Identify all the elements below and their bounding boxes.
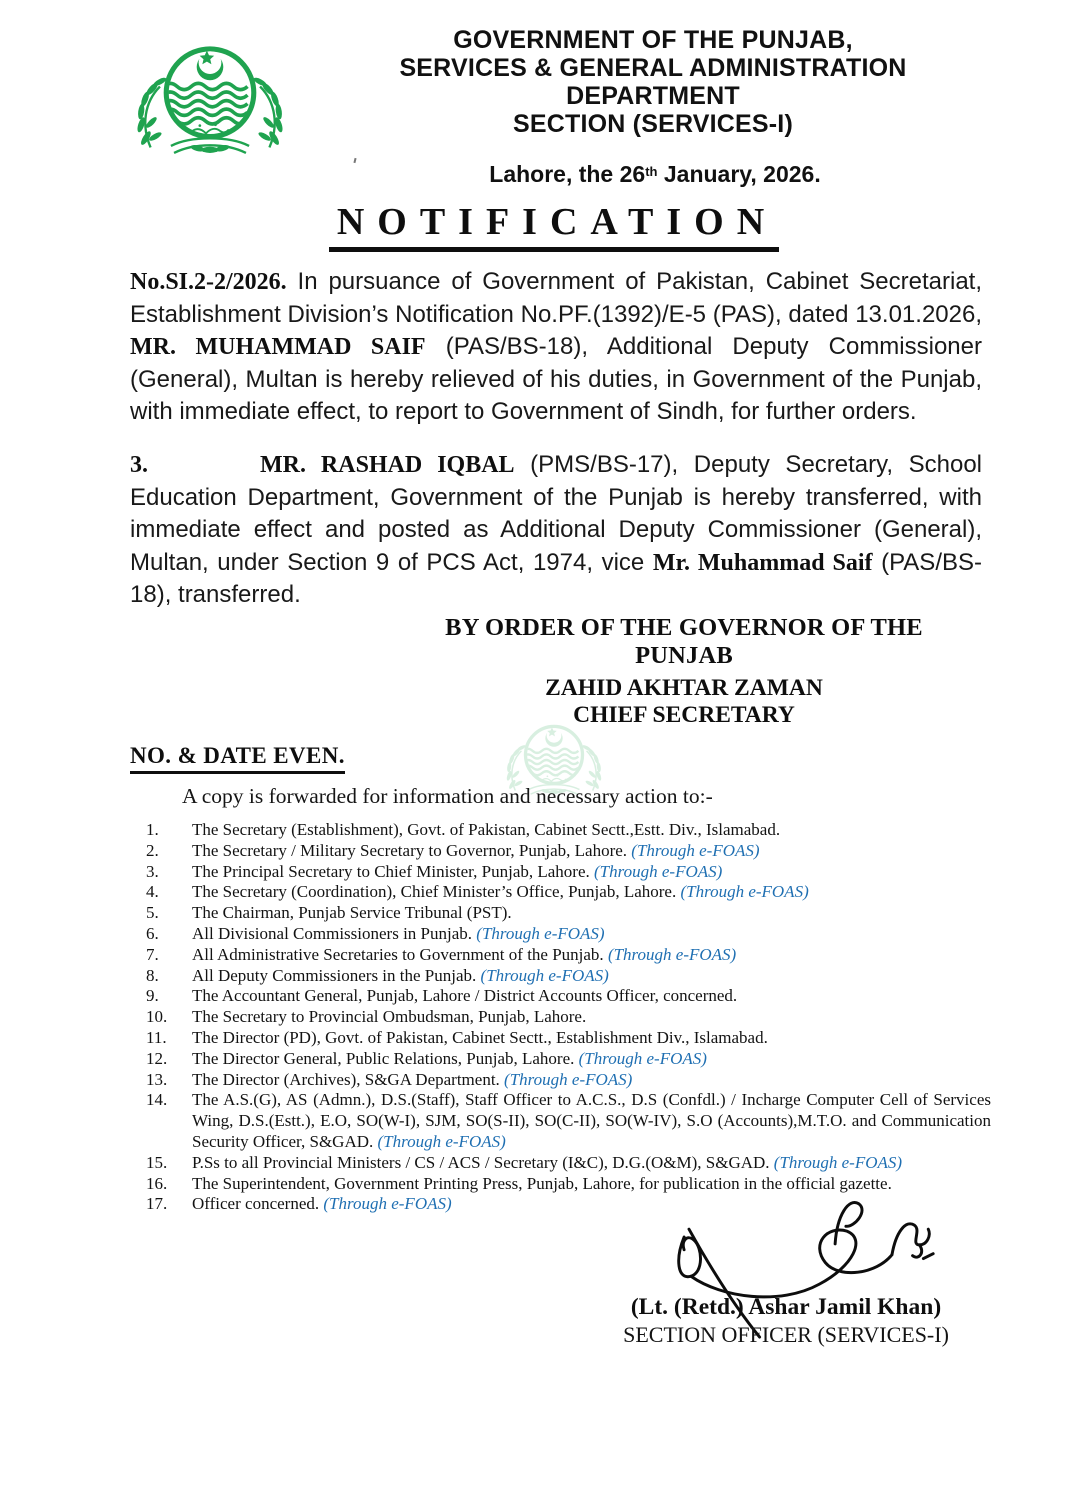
list-item-body: The Secretary to Provincial Ombudsman, Punjab, Lahore.	[192, 1007, 587, 1027]
list-item	[146, 903, 991, 924]
list-item-body: All Divisional Commissioners in Punjab.	[192, 923, 477, 943]
list-item-text	[192, 966, 991, 987]
signature-name: (Lt. (Retd.) Ashar Jamil Khan)	[630, 1294, 942, 1320]
list-item-text	[192, 903, 991, 924]
list-item	[146, 945, 991, 966]
list-item-number: 4.	[146, 882, 159, 902]
efoas-note: (Through e-FOAS)	[631, 840, 760, 860]
date-line	[300, 161, 1010, 188]
list-item	[146, 1153, 991, 1174]
list-item	[146, 862, 991, 883]
punjab-emblem-logo	[124, 30, 296, 168]
efoas-note: (Through e-FOAS)	[480, 965, 609, 985]
by-order-line: BY ORDER OF THE GOVERNOR OF THE PUNJAB	[445, 614, 923, 669]
signatory-title: CHIEF SECRETARY	[573, 702, 795, 728]
list-item	[146, 1090, 991, 1152]
list-item-number: 17.	[146, 1194, 168, 1214]
efoas-note: (Through e-FOAS)	[323, 1194, 452, 1214]
list-item-number: 6.	[146, 923, 159, 943]
officer-name: MR. RASHAD IQBAL	[260, 452, 515, 478]
efoas-note: (Through e-FOAS)	[578, 1048, 707, 1068]
list-item-number: 15.	[146, 1152, 168, 1172]
paragraph-text: (PAS/BS-18), Additional Deputy Commissioner (General), Multan is hereby relieved of his duties, in Government of the Punjab, with immediate effect, to report to Government of Sindh, for further orders.	[130, 333, 982, 426]
list-item-text	[192, 841, 991, 862]
paragraph-text: In pursuance of Government of Pakistan, Cabinet Secretariat, Establishment Division’s Notification No.PF.(1392)/E-5 (PAS), dated 13.01.2026,	[130, 268, 982, 328]
list-item-number: 16.	[146, 1173, 168, 1193]
list-item-body: The Superintendent, Government Printing Press, Punjab, Lahore, for publication in the official gazette.	[192, 1173, 892, 1193]
list-item-text	[192, 924, 991, 945]
list-item	[146, 1028, 991, 1049]
list-item-text	[192, 1070, 991, 1091]
list-item-text	[192, 862, 991, 883]
date-text: Lahore, the 26	[489, 161, 646, 187]
list-item-body: The Director (Archives), S&GA Department.	[192, 1069, 505, 1089]
list-item-body: The Accountant General, Punjab, Lahore / District Accounts Officer, concerned.	[192, 986, 738, 1006]
list-item-text	[192, 1194, 991, 1215]
date-ordinal: th	[645, 164, 658, 179]
letterhead-line: DEPARTMENT	[566, 82, 740, 110]
list-item-body: The Chairman, Punjab Service Tribunal (PST).	[192, 903, 512, 923]
list-item-body: P.Ss to all Provincial Ministers / CS / ACS / Secretary (I&C), D.G.(O&M), S&GAD.	[192, 1152, 774, 1172]
distribution-list	[146, 820, 991, 1215]
letterhead	[298, 26, 1008, 138]
list-item-text	[192, 1049, 991, 1070]
list-item	[146, 1007, 991, 1028]
list-item-number: 10.	[146, 1007, 168, 1027]
efoas-note: (Through e-FOAS)	[594, 861, 723, 881]
list-item-text	[192, 1174, 991, 1195]
list-item	[146, 1049, 991, 1070]
list-item	[146, 1070, 991, 1091]
list-item-number: 13.	[146, 1069, 168, 1089]
list-item	[146, 966, 991, 987]
list-item	[146, 924, 991, 945]
list-item-number: 1.	[146, 820, 159, 839]
list-item-body: The Director General, Public Relations, Punjab, Lahore.	[192, 1048, 579, 1068]
document-title-wrap	[14, 200, 1080, 252]
list-item	[146, 820, 991, 841]
letterhead-line: SERVICES & GENERAL ADMINISTRATION	[399, 54, 907, 82]
signatory-block	[404, 675, 964, 729]
list-item-body: The Secretary / Military Secretary to Governor, Punjab, Lahore.	[192, 840, 632, 860]
list-item-text	[192, 820, 991, 841]
paragraph-number: 3.	[130, 452, 148, 478]
list-item	[146, 1194, 991, 1215]
date-text-suffix: January, 2026.	[657, 161, 821, 187]
officer-name: MR. MUHAMMAD SAIF	[130, 334, 426, 361]
list-item-number: 12.	[146, 1048, 168, 1068]
list-item	[146, 1174, 991, 1195]
letterhead-line: GOVERNMENT OF THE PUNJAB,	[453, 26, 853, 54]
list-item-text	[192, 1007, 991, 1028]
list-item	[146, 986, 991, 1007]
list-item-text	[192, 1028, 991, 1049]
list-item-body: All Deputy Commissioners in the Punjab.	[192, 965, 481, 985]
list-item-text	[192, 986, 991, 1007]
list-item-number: 7.	[146, 944, 159, 964]
signature-title: SECTION OFFICER (SERVICES-I)	[623, 1322, 949, 1347]
list-item	[146, 882, 991, 903]
paragraph-text: (PAS/BS-18), transferred.	[130, 548, 982, 609]
list-item-number: 9.	[146, 986, 159, 1006]
list-item-body: The Secretary (Coordination), Chief Minister’s Office, Punjab, Lahore.	[192, 882, 681, 902]
efoas-note: (Through e-FOAS)	[773, 1152, 903, 1172]
reference-heading: NO. & DATE EVEN.	[130, 743, 345, 774]
signatory-name: ZAHID AKHTAR ZAMAN	[545, 675, 823, 701]
paragraph-text: (PMS/BS-17), Deputy Secretary, School Education Department, Government of the Punjab is hereby transferred, with immediate effect and posted as Additional Deputy Commissioner (General), Multan, under Section 9 of PCS Act, 1974, vice	[130, 451, 983, 576]
efoas-note: (Through e-FOAS)	[680, 882, 809, 902]
list-item-number: 14.	[146, 1090, 168, 1110]
list-item-number: 11.	[146, 1027, 167, 1047]
efoas-note: (Through e-FOAS)	[504, 1069, 633, 1089]
document-title: NOTIFICATION	[329, 200, 779, 252]
list-item-body: Officer concerned.	[192, 1194, 324, 1214]
list-item-text	[192, 1153, 991, 1174]
list-item-text	[192, 1090, 991, 1152]
list-item-text	[192, 945, 991, 966]
efoas-note: (Through e-FOAS)	[476, 923, 605, 943]
list-item-text	[192, 882, 991, 903]
list-item-body: All Administrative Secretaries to Government of the Punjab.	[192, 944, 608, 964]
list-item-body: The A.S.(G), AS (Admn.), D.S.(Staff), Staff Officer to A.C.S., D.S (Confdl.) / Incharge Computer Cell of Services Wing, D.S.(Estt.), E.O, SO(W-I), SJM, SO(S-II), SO(C-II), SO(W-IV), S.O (Accounts),M.T.O. and Communication Security Officer, S&GAD.	[192, 1090, 991, 1151]
paragraph-1	[130, 266, 982, 429]
officer-name: Mr. Muhammad Saif	[652, 549, 873, 576]
copy-forwarded-line: A copy is forwarded for information and necessary action to:-	[182, 784, 713, 808]
list-item-number: 3.	[146, 861, 159, 881]
letterhead-line: SECTION (SERVICES-I)	[513, 110, 793, 138]
list-item-body: The Secretary (Establishment), Govt. of Pakistan, Cabinet Sectt.,Estt. Div., Islamabad.	[192, 820, 781, 839]
list-item-body: The Director (PD), Govt. of Pakistan, Cabinet Sectt., Establishment Div., Islamabad.	[192, 1027, 768, 1047]
paragraph-3	[130, 449, 982, 612]
list-item-number: 5.	[146, 903, 159, 923]
efoas-note: (Through e-FOAS)	[377, 1131, 506, 1151]
list-item-body: The Principal Secretary to Chief Minister, Punjab, Lahore.	[192, 861, 595, 881]
list-item-number: 8.	[146, 965, 159, 985]
notification-number: No.SI.2-2/2026.	[130, 269, 287, 295]
list-item	[146, 841, 991, 862]
efoas-note: (Through e-FOAS)	[607, 944, 737, 964]
list-item-number: 2.	[146, 840, 159, 860]
